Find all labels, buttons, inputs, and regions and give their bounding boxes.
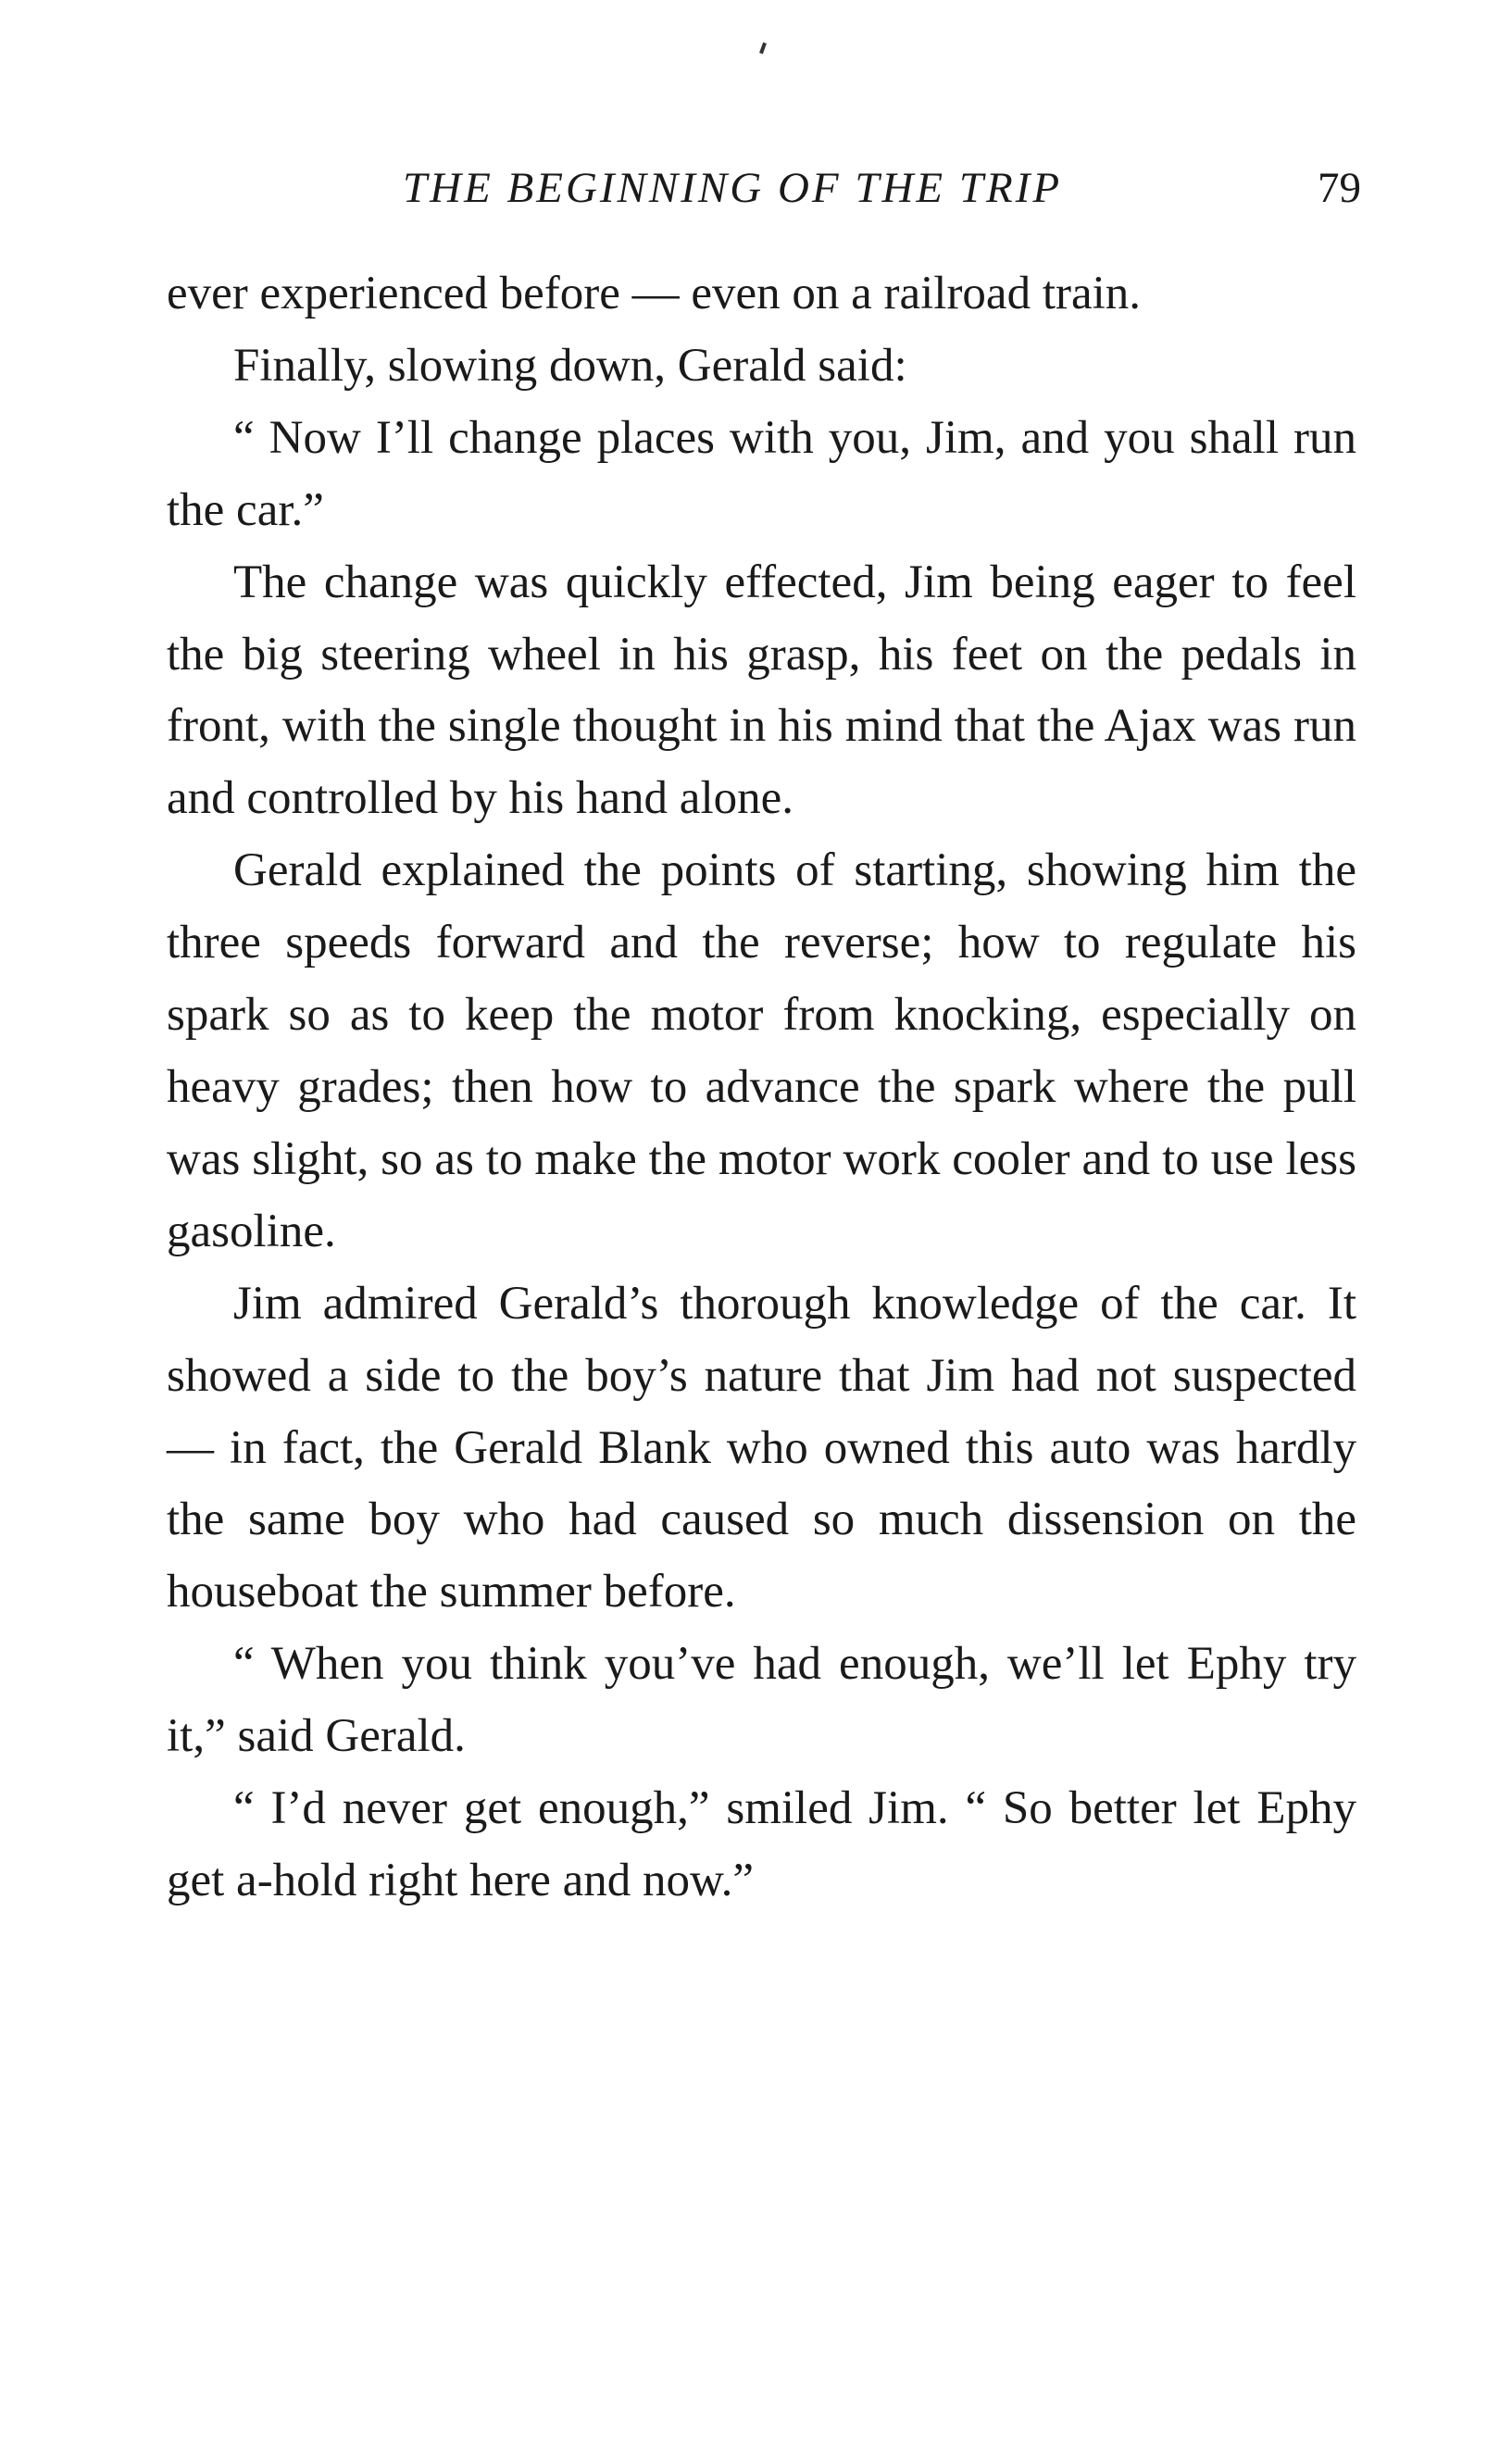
paragraph: The change was quickly effected, Jim being eager to feel the big steering wheel in his grasp, his feet on the pedals in front, with the single thought in his mind that the Ajax was run and controlled by his hand alone. [167, 556, 1356, 825]
page-number: 79 [1318, 164, 1361, 212]
paragraph: Gerald explained the points of starting, showing him the three speeds forward and the reverse; how to regulate his spark so as to keep the motor from knocking, especially on heavy grades; then how to advance the spark where the pull was slight, so as to make the motor work cooler and to use less gasoline. [167, 844, 1356, 1257]
paragraph: “ I’d never get enough,” smiled Jim. “ So better let Ephy get a-hold right here and now.” [167, 1782, 1356, 1906]
paragraph: Jim admired Gerald’s thorough knowledge of the car. It showed a side to the boy’s nature that Jim had not suspected — in fact, the Gerald Blank who owned this auto was hardly the same boy who had caused so much dissension on the houseboat the summer before. [167, 1277, 1356, 1618]
print-speck [759, 43, 767, 55]
paragraph: Finally, slowing down, Gerald said: [233, 339, 907, 392]
paragraph: “ Now I’ll change places with you, Jim, and you shall run the car.” [167, 411, 1356, 536]
running-title: THE BEGINNING OF THE TRIP [403, 164, 1063, 212]
paragraph-continued: ever experienced before — even on a railroad train. [167, 268, 1142, 319]
page-body [167, 258, 1356, 1918]
page-header [167, 156, 1361, 220]
paragraph: “ When you think you’ve had enough, we’ll let Ephy try it,” said Gerald. [167, 1638, 1356, 1763]
